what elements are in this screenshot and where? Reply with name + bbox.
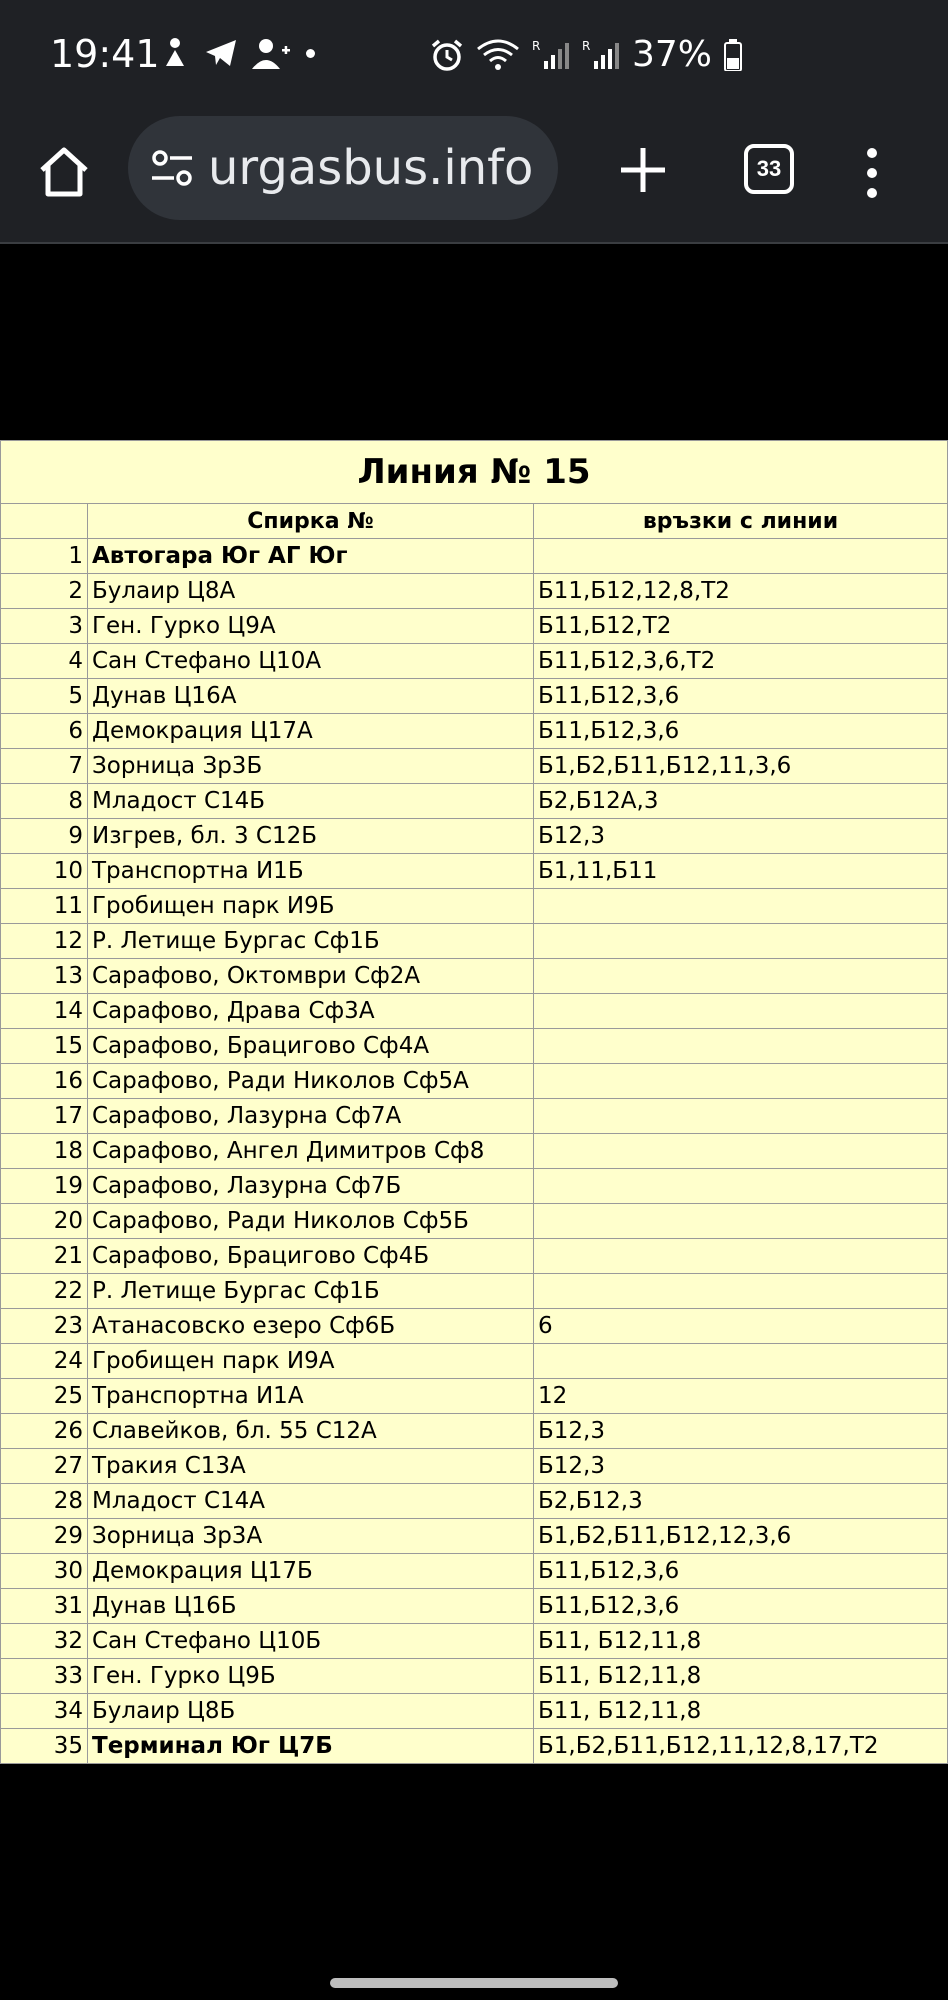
battery-percent: 37% bbox=[632, 34, 713, 75]
stop-number: 16 bbox=[1, 1064, 88, 1099]
new-tab-plus-icon[interactable] bbox=[615, 142, 671, 198]
table-title: Линия № 15 bbox=[1, 441, 948, 504]
stop-name: Транспортна И1Б bbox=[88, 854, 534, 889]
stop-name: Гробищен парк И9А bbox=[88, 1344, 534, 1379]
stop-name: Сарафово, Лазурна Сф7А bbox=[88, 1099, 534, 1134]
table-row bbox=[1, 1659, 948, 1694]
stop-number: 10 bbox=[1, 854, 88, 889]
stop-links bbox=[534, 889, 948, 924]
stop-number: 8 bbox=[1, 784, 88, 819]
stop-name: Демокрация Ц17А bbox=[88, 714, 534, 749]
stop-number: 17 bbox=[1, 1099, 88, 1134]
stop-name: Зорница Зр3Б bbox=[88, 749, 534, 784]
header-number bbox=[1, 504, 88, 539]
stop-name: Ген. Гурко Ц9А bbox=[88, 609, 534, 644]
stop-name: Терминал Юг Ц7Б bbox=[88, 1729, 534, 1764]
stop-name: Сарафово, Брацигово Сф4А bbox=[88, 1029, 534, 1064]
gesture-handle[interactable] bbox=[330, 1978, 618, 1988]
stop-name: Булаир Ц8Б bbox=[88, 1694, 534, 1729]
table-row bbox=[1, 1099, 948, 1134]
url-text: urgasbus.info bbox=[208, 140, 534, 196]
stop-name: Ген. Гурко Ц9Б bbox=[88, 1659, 534, 1694]
stop-links: Б11,Б12,12,8,Т2 bbox=[534, 574, 948, 609]
stop-number: 15 bbox=[1, 1029, 88, 1064]
stop-name: Сарафово, Брацигово Сф4Б bbox=[88, 1239, 534, 1274]
tabs-icon[interactable] bbox=[744, 144, 794, 194]
table-row bbox=[1, 644, 948, 679]
more-menu-icon[interactable] bbox=[862, 146, 882, 200]
stop-name: Демокрация Ц17Б bbox=[88, 1554, 534, 1589]
table-row bbox=[1, 1414, 948, 1449]
table-row bbox=[1, 1274, 948, 1309]
table-row bbox=[1, 1484, 948, 1519]
table-row bbox=[1, 854, 948, 889]
stop-number: 12 bbox=[1, 924, 88, 959]
stop-number: 24 bbox=[1, 1344, 88, 1379]
stop-name: Младост С14Б bbox=[88, 784, 534, 819]
stop-name: Сарафово, Драва Сф3А bbox=[88, 994, 534, 1029]
stop-links bbox=[534, 959, 948, 994]
table-row bbox=[1, 1449, 948, 1484]
telegram-icon bbox=[204, 38, 238, 68]
table-body bbox=[1, 539, 948, 1764]
site-settings-icon[interactable] bbox=[146, 142, 198, 194]
stop-name: Транспортна И1А bbox=[88, 1379, 534, 1414]
header-stop: Спирка № bbox=[88, 504, 534, 539]
stop-number: 25 bbox=[1, 1379, 88, 1414]
stop-name: Автогара Юг АГ Юг bbox=[88, 539, 534, 574]
table-row bbox=[1, 1729, 948, 1764]
table-row bbox=[1, 1029, 948, 1064]
table-row bbox=[1, 1064, 948, 1099]
stop-number: 20 bbox=[1, 1204, 88, 1239]
stop-name: Сан Стефано Ц10Б bbox=[88, 1624, 534, 1659]
table-row bbox=[1, 1134, 948, 1169]
stop-links bbox=[534, 1169, 948, 1204]
stop-links: Б11,Б12,3,6,Т2 bbox=[534, 644, 948, 679]
stop-number: 5 bbox=[1, 679, 88, 714]
person-add-icon bbox=[252, 37, 292, 69]
stop-links: Б12,3 bbox=[534, 1449, 948, 1484]
stop-links: Б11,Б12,3,6 bbox=[534, 1589, 948, 1624]
stop-links: Б1,11,Б11 bbox=[534, 854, 948, 889]
stop-links bbox=[534, 1029, 948, 1064]
stop-name: Зорница Зр3А bbox=[88, 1519, 534, 1554]
table-row bbox=[1, 959, 948, 994]
stop-number: 13 bbox=[1, 959, 88, 994]
stop-name: Сарафово, Ради Николов Сф5Б bbox=[88, 1204, 534, 1239]
stop-number: 1 bbox=[1, 539, 88, 574]
table-row bbox=[1, 749, 948, 784]
browser-toolbar bbox=[0, 112, 948, 242]
table-row bbox=[1, 1624, 948, 1659]
table-row bbox=[1, 1239, 948, 1274]
battery-icon bbox=[724, 39, 742, 71]
route-table bbox=[0, 440, 948, 1764]
table-row bbox=[1, 1694, 948, 1729]
stop-number: 33 bbox=[1, 1659, 88, 1694]
stop-number: 21 bbox=[1, 1239, 88, 1274]
stop-name: Сарафово, Октомври Сф2А bbox=[88, 959, 534, 994]
table-row bbox=[1, 924, 948, 959]
stop-name: Дунав Ц16Б bbox=[88, 1589, 534, 1624]
table-row bbox=[1, 539, 948, 574]
table-header-row bbox=[1, 504, 948, 539]
stop-links bbox=[534, 1064, 948, 1099]
stop-number: 4 bbox=[1, 644, 88, 679]
stop-number: 2 bbox=[1, 574, 88, 609]
stop-number: 28 bbox=[1, 1484, 88, 1519]
stop-links: Б11,Б12,3,6 bbox=[534, 679, 948, 714]
signal-roaming-icon bbox=[532, 39, 570, 71]
stop-links bbox=[534, 924, 948, 959]
status-time: 19:41 bbox=[50, 32, 160, 76]
stop-name: Младост С14А bbox=[88, 1484, 534, 1519]
status-right-icons bbox=[430, 34, 742, 75]
stop-links bbox=[534, 1344, 948, 1379]
stop-links: 6 bbox=[534, 1309, 948, 1344]
table-row bbox=[1, 1379, 948, 1414]
stop-number: 9 bbox=[1, 819, 88, 854]
stop-links: Б1,Б2,Б11,Б12,12,3,6 bbox=[534, 1519, 948, 1554]
stop-number: 7 bbox=[1, 749, 88, 784]
stop-number: 6 bbox=[1, 714, 88, 749]
stop-number: 34 bbox=[1, 1694, 88, 1729]
stop-number: 29 bbox=[1, 1519, 88, 1554]
table-row bbox=[1, 1344, 948, 1379]
stop-links: 12 bbox=[534, 1379, 948, 1414]
stop-links: Б11,Б12,3,6 bbox=[534, 1554, 948, 1589]
usb-icon bbox=[160, 36, 190, 70]
stop-links: Б1,Б2,Б11,Б12,11,3,6 bbox=[534, 749, 948, 784]
stop-name: Сарафово, Ангел Димитров Сф8 bbox=[88, 1134, 534, 1169]
tab-count: 33 bbox=[756, 156, 782, 181]
table-row bbox=[1, 994, 948, 1029]
stop-number: 22 bbox=[1, 1274, 88, 1309]
table-row bbox=[1, 1519, 948, 1554]
stop-links: Б11,Б12,3,6 bbox=[534, 714, 948, 749]
stop-name: Изгрев, бл. 3 С12Б bbox=[88, 819, 534, 854]
header-links: връзки с линии bbox=[534, 504, 948, 539]
table-row bbox=[1, 679, 948, 714]
stop-number: 30 bbox=[1, 1554, 88, 1589]
stop-name: Булаир Ц8А bbox=[88, 574, 534, 609]
stop-name: Гробищен парк И9Б bbox=[88, 889, 534, 924]
table-row bbox=[1, 1309, 948, 1344]
stop-links bbox=[534, 1239, 948, 1274]
table-row bbox=[1, 784, 948, 819]
stop-links: Б11, Б12,11,8 bbox=[534, 1624, 948, 1659]
stop-number: 35 bbox=[1, 1729, 88, 1764]
stop-links: Б2,Б12,3 bbox=[534, 1484, 948, 1519]
stop-links: Б11, Б12,11,8 bbox=[534, 1694, 948, 1729]
stop-links: Б12,3 bbox=[534, 819, 948, 854]
stop-number: 11 bbox=[1, 889, 88, 924]
table-row bbox=[1, 609, 948, 644]
stop-links: Б11, Б12,11,8 bbox=[534, 1659, 948, 1694]
table-row bbox=[1, 1169, 948, 1204]
alarm-icon bbox=[430, 38, 464, 72]
stop-links bbox=[534, 994, 948, 1029]
stop-name: Дунав Ц16А bbox=[88, 679, 534, 714]
stop-name: Р. Летище Бургас Сф1Б bbox=[88, 924, 534, 959]
table-title-row bbox=[1, 441, 948, 504]
stop-number: 14 bbox=[1, 994, 88, 1029]
stop-number: 19 bbox=[1, 1169, 88, 1204]
status-bar bbox=[0, 0, 948, 112]
home-icon[interactable] bbox=[34, 142, 94, 202]
wifi-icon bbox=[476, 39, 520, 71]
signal-roaming-icon bbox=[582, 39, 620, 71]
stop-name: Славейков, бл. 55 С12А bbox=[88, 1414, 534, 1449]
table-row bbox=[1, 574, 948, 609]
table-row bbox=[1, 1589, 948, 1624]
stop-links bbox=[534, 1134, 948, 1169]
stop-links bbox=[534, 1204, 948, 1239]
stop-name: Тракия С13А bbox=[88, 1449, 534, 1484]
table-row bbox=[1, 714, 948, 749]
stop-name: Р. Летище Бургас Сф1Б bbox=[88, 1274, 534, 1309]
stop-number: 23 bbox=[1, 1309, 88, 1344]
stop-links: Б11,Б12,Т2 bbox=[534, 609, 948, 644]
stop-number: 27 bbox=[1, 1449, 88, 1484]
stop-links: Б2,Б12А,3 bbox=[534, 784, 948, 819]
stop-links bbox=[534, 1099, 948, 1134]
stop-name: Сан Стефано Ц10А bbox=[88, 644, 534, 679]
stop-number: 3 bbox=[1, 609, 88, 644]
table-row bbox=[1, 889, 948, 924]
svg-text:R: R bbox=[582, 38, 591, 53]
stop-number: 26 bbox=[1, 1414, 88, 1449]
stop-name: Атанасовско езеро Сф6Б bbox=[88, 1309, 534, 1344]
stop-links: Б1,Б2,Б11,Б12,11,12,8,17,Т2 bbox=[534, 1729, 948, 1764]
stop-number: 18 bbox=[1, 1134, 88, 1169]
stop-number: 32 bbox=[1, 1624, 88, 1659]
table-row bbox=[1, 1554, 948, 1589]
address-bar[interactable] bbox=[128, 116, 558, 220]
stop-links bbox=[534, 539, 948, 574]
stop-name: Сарафово, Лазурна Сф7Б bbox=[88, 1169, 534, 1204]
status-left-icons bbox=[160, 36, 315, 70]
notification-dot-icon bbox=[306, 49, 315, 58]
stop-links: Б12,3 bbox=[534, 1414, 948, 1449]
stop-links bbox=[534, 1274, 948, 1309]
stop-name: Сарафово, Ради Николов Сф5А bbox=[88, 1064, 534, 1099]
svg-text:R: R bbox=[532, 38, 541, 53]
table-row bbox=[1, 1204, 948, 1239]
table-row bbox=[1, 819, 948, 854]
stop-number: 31 bbox=[1, 1589, 88, 1624]
